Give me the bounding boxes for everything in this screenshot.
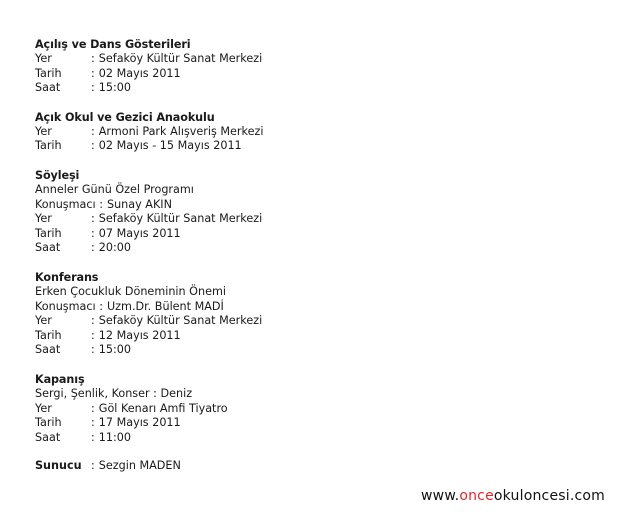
detail-label: Tarih xyxy=(35,66,62,80)
detail-value: 02 Mayıs 2011 xyxy=(98,66,181,80)
detail-value: 20:00 xyxy=(98,241,132,255)
watermark-prefix: www. xyxy=(421,488,460,504)
detail-label: Yer xyxy=(35,314,52,328)
watermark-accent: once xyxy=(459,488,494,504)
separator: : xyxy=(91,81,95,95)
event-section xyxy=(35,37,595,96)
detail-row xyxy=(35,343,595,358)
separator: : xyxy=(91,66,95,80)
detail-label: Yer xyxy=(35,401,52,415)
separator: : xyxy=(91,52,95,65)
separator: : xyxy=(91,124,95,138)
detail-value: 15:00 xyxy=(98,343,132,357)
detail-row xyxy=(35,139,595,154)
detail-value: Sefaköy Kültür Sanat Merkezi xyxy=(98,314,263,328)
detail-row xyxy=(35,329,595,344)
separator: : xyxy=(91,459,95,473)
detail-row xyxy=(35,198,595,213)
section-title: Söyleşi xyxy=(35,168,80,182)
detail-value: 11:00 xyxy=(98,430,132,444)
separator: : xyxy=(91,328,95,342)
separator: : xyxy=(91,416,95,430)
event-list xyxy=(35,37,595,445)
detail-row xyxy=(35,125,595,140)
detail-label: Tarih xyxy=(35,226,62,240)
detail-label: Tarih xyxy=(35,328,62,342)
detail-value: 12 Mayıs 2011 xyxy=(98,328,181,342)
event-section xyxy=(35,110,595,154)
detail-value: 07 Mayıs 2011 xyxy=(98,226,181,240)
detail-row xyxy=(35,300,595,315)
detail-label: Tarih xyxy=(35,139,62,153)
watermark-suffix: okuloncesi.com xyxy=(493,488,605,504)
document-body xyxy=(35,37,595,474)
detail-row xyxy=(35,241,595,256)
event-section xyxy=(35,168,595,256)
detail-label: Saat xyxy=(35,430,61,444)
section-subtitle: Anneler Günü Özel Programı xyxy=(35,182,194,196)
detail-value: 15:00 xyxy=(98,81,132,95)
detail-label: Saat xyxy=(35,81,61,95)
detail-label: Saat xyxy=(35,241,61,255)
separator: : xyxy=(91,430,95,444)
detail-value: Armoni Park Alışveriş Merkezi xyxy=(98,124,264,138)
detail-label: Yer xyxy=(35,52,52,65)
section-subtitle: Erken Çocukluk Döneminin Önemi xyxy=(35,284,226,298)
separator: : xyxy=(91,314,95,328)
section-title: Açık Okul ve Gezici Anaokulu xyxy=(35,110,215,124)
detail-label: Saat xyxy=(35,343,61,357)
section-title: Konferans xyxy=(35,270,99,284)
detail-row xyxy=(35,314,595,329)
detail-row xyxy=(35,227,595,242)
separator: : xyxy=(91,139,95,153)
detail-value: Sefaköy Kültür Sanat Merkezi xyxy=(98,52,263,65)
detail-row xyxy=(35,67,595,82)
separator: : xyxy=(91,226,95,240)
detail-label: Konuşmacı xyxy=(35,299,96,313)
watermark xyxy=(421,488,605,504)
detail-label: Tarih xyxy=(35,416,62,430)
detail-row xyxy=(35,81,595,96)
detail-label: Konuşmacı xyxy=(35,197,96,211)
detail-value: 02 Mayıs - 15 Mayıs 2011 xyxy=(98,139,242,153)
separator: : xyxy=(95,299,103,313)
detail-label: Yer xyxy=(35,212,52,226)
detail-row xyxy=(35,402,595,417)
presenter-value: Sezgin MADEN xyxy=(98,459,181,473)
detail-value: Uzm.Dr. Bülent MADİ xyxy=(106,299,224,313)
event-section xyxy=(35,372,595,445)
detail-label: Yer xyxy=(35,124,52,138)
separator: : xyxy=(91,241,95,255)
separator: : xyxy=(91,401,95,415)
section-title: Açılış ve Dans Gösterileri xyxy=(35,38,191,51)
detail-value: Sefaköy Kültür Sanat Merkezi xyxy=(98,212,263,226)
presenter-row xyxy=(35,459,595,474)
detail-row xyxy=(35,52,595,67)
detail-row xyxy=(35,212,595,227)
section-subtitle: Sergi, Şenlik, Konser : Deniz xyxy=(35,386,193,400)
separator: : xyxy=(95,197,103,211)
detail-row xyxy=(35,431,595,446)
detail-row xyxy=(35,416,595,431)
detail-value: Göl Kenarı Amfi Tiyatro xyxy=(98,401,228,415)
presenter-label: Sunucu xyxy=(35,459,82,473)
detail-value: Sunay AKIN xyxy=(106,197,172,211)
separator: : xyxy=(91,212,95,226)
event-section xyxy=(35,270,595,358)
detail-value: 17 Mayıs 2011 xyxy=(98,416,181,430)
separator: : xyxy=(91,343,95,357)
section-title: Kapanış xyxy=(35,372,85,386)
